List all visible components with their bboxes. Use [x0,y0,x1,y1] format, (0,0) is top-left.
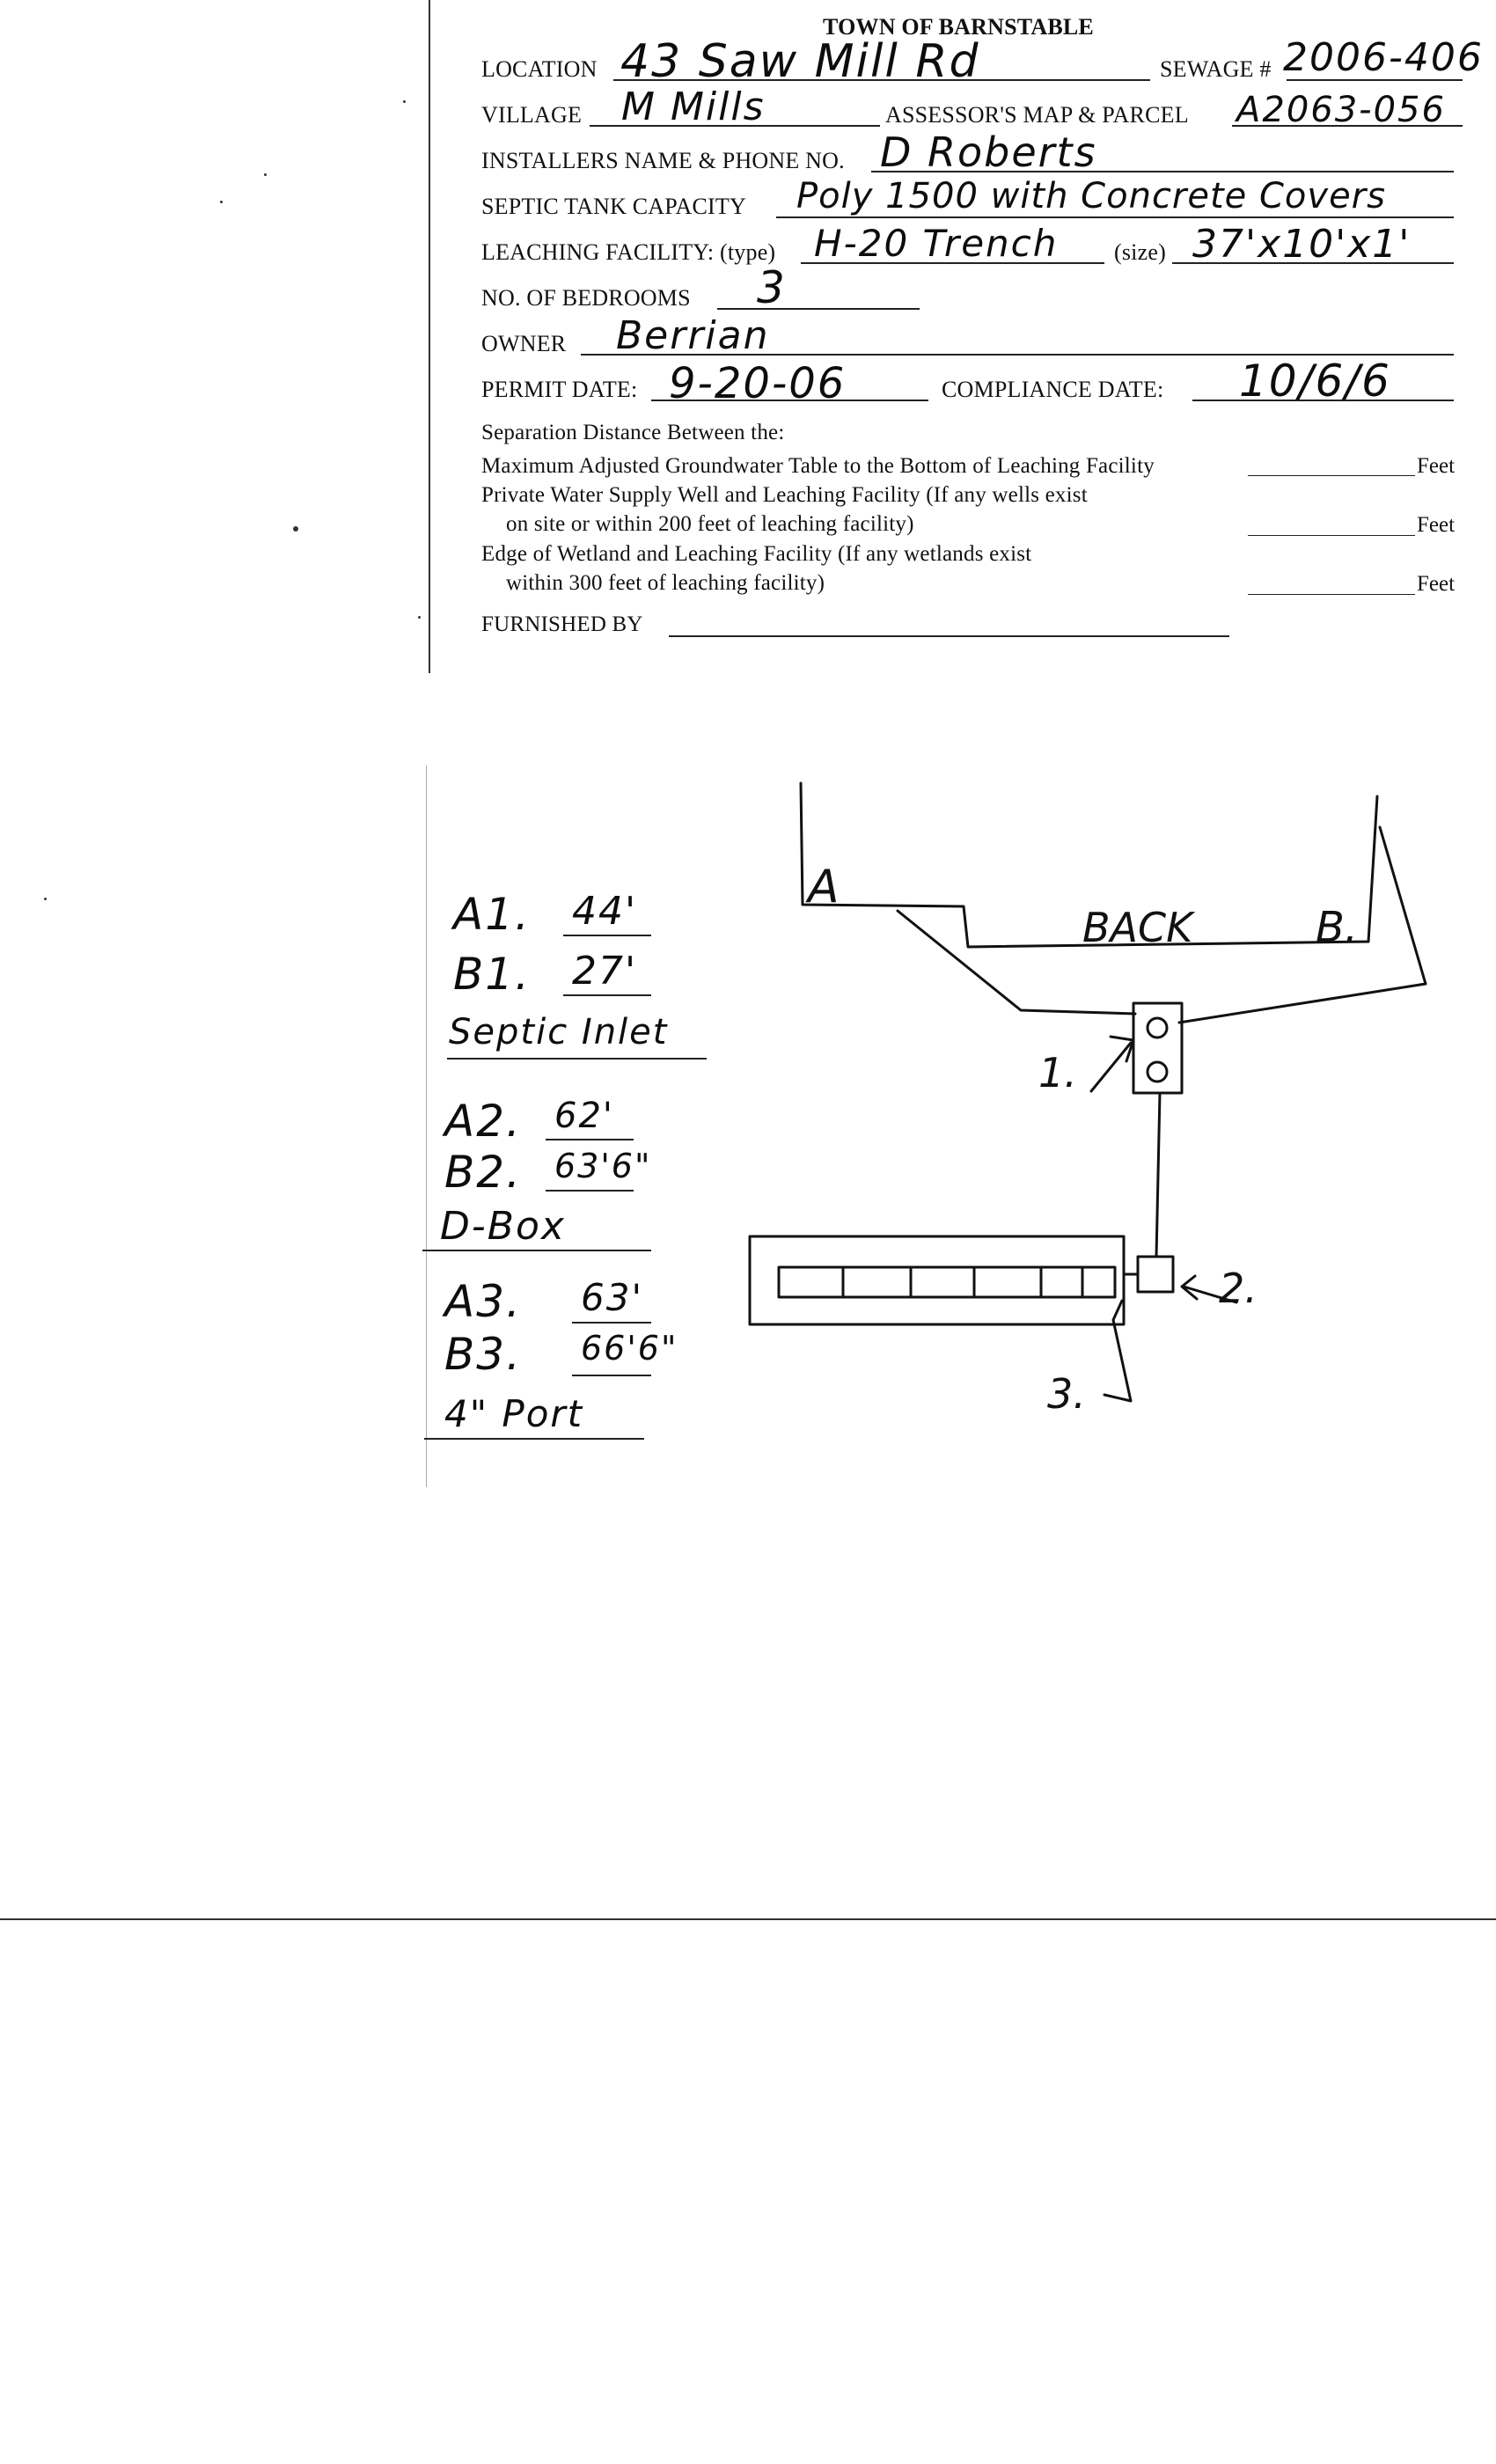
measure-b3-label: B3. [444,1329,523,1380]
point-a-label: A [808,861,840,913]
marker-3: 3. [1047,1370,1086,1418]
measure-a3-label: A3. [444,1276,522,1327]
location-value: 43 Saw Mill Rd [620,35,980,88]
separation-row-3-unit: Feet [1417,572,1456,596]
compliance-label: COMPLIANCE DATE: [942,377,1164,402]
installer-label: INSTALLERS NAME & PHONE NO. [481,148,845,173]
assessor-value: A2063-056 [1236,90,1446,130]
village-value: M Mills [621,84,766,129]
outlet-pipe [1156,1093,1160,1257]
arrow-3 [1104,1301,1131,1401]
measure-a2-value: 62' [554,1096,614,1136]
furnished-label: FURNISHED BY [481,612,643,636]
measure-b1-label: B1. [453,949,532,1000]
leaching-chambers [779,1267,1115,1297]
location-label: LOCATION [481,56,598,82]
arrow-1 [1091,1037,1133,1091]
chamber-dividers [843,1267,1082,1297]
tank-cover-top [1148,1018,1167,1038]
installer-value: D Roberts [880,128,1097,176]
marker-1: 1. [1038,1049,1077,1096]
sewage-label: SEWAGE # [1160,56,1272,82]
measure-a3-value: 63' [581,1276,643,1319]
marker-2: 2. [1219,1265,1258,1312]
tank-value: Poly 1500 with Concrete Covers [796,176,1386,216]
measure-caption-1: Septic Inlet [449,1012,669,1052]
bedrooms-label: NO. OF BEDROOMS [481,285,691,311]
house-right-wall [1380,827,1426,984]
size-label: (size) [1114,239,1166,265]
bedrooms-value: 3 [757,262,787,313]
tank-cover-bottom [1148,1062,1167,1082]
separation-row-2-cont: on site or within 200 feet of leaching facility) [506,512,914,536]
distribution-box [1138,1257,1173,1292]
measure-b3-value: 66'6" [581,1329,678,1368]
back-label: BACK [1082,904,1193,951]
separation-row-2: Private Water Supply Well and Leaching Facility (If any wells exist [481,483,1088,507]
separation-row-1-unit: Feet [1417,454,1456,478]
measure-caption-2: D-Box [440,1204,566,1249]
leaching-label: LEACHING FACILITY: (type) [481,239,776,265]
measure-b2-value: 63'6" [554,1147,652,1185]
measure-caption-3: 4" Port [444,1392,584,1435]
separation-row-3: Edge of Wetland and Leaching Facility (If any wetlands exist [481,542,1032,566]
separation-row-2-unit: Feet [1417,513,1456,537]
measure-b1-value: 27' [572,949,638,994]
permit-label: PERMIT DATE: [481,377,638,402]
inlet-pipe-right [1179,984,1426,1023]
leaching-field [750,1236,1124,1324]
measure-a1-label: A1. [453,889,531,940]
measure-b2-label: B2. [444,1147,523,1198]
assessor-label: ASSESSOR'S MAP & PARCEL [885,102,1189,128]
separation-heading: Separation Distance Between the: [481,421,785,444]
separation-row-3-cont: within 300 feet of leaching facility) [506,571,825,595]
leaching-type-value: H-20 Trench [814,222,1059,265]
compliance-value: 10/6/6 [1239,356,1391,407]
village-label: VILLAGE [481,102,583,128]
permit-value: 9-20-06 [669,359,847,408]
size-value: 37'x10'x1' [1192,222,1412,267]
town-title: TOWN OF BARNSTABLE [823,14,1094,40]
sewage-value: 2006-406 [1283,35,1484,80]
tank-label: SEPTIC TANK CAPACITY [481,194,746,219]
separation-row-1: Maximum Adjusted Groundwater Table to the Bottom of Leaching Facility [481,454,1155,478]
owner-value: Berrian [616,313,770,358]
measure-a1-value: 44' [572,889,638,934]
owner-label: OWNER [481,331,567,356]
septic-tank [1133,1003,1182,1093]
measure-a2-label: A2. [444,1096,522,1147]
point-b-label: B. [1316,903,1359,952]
